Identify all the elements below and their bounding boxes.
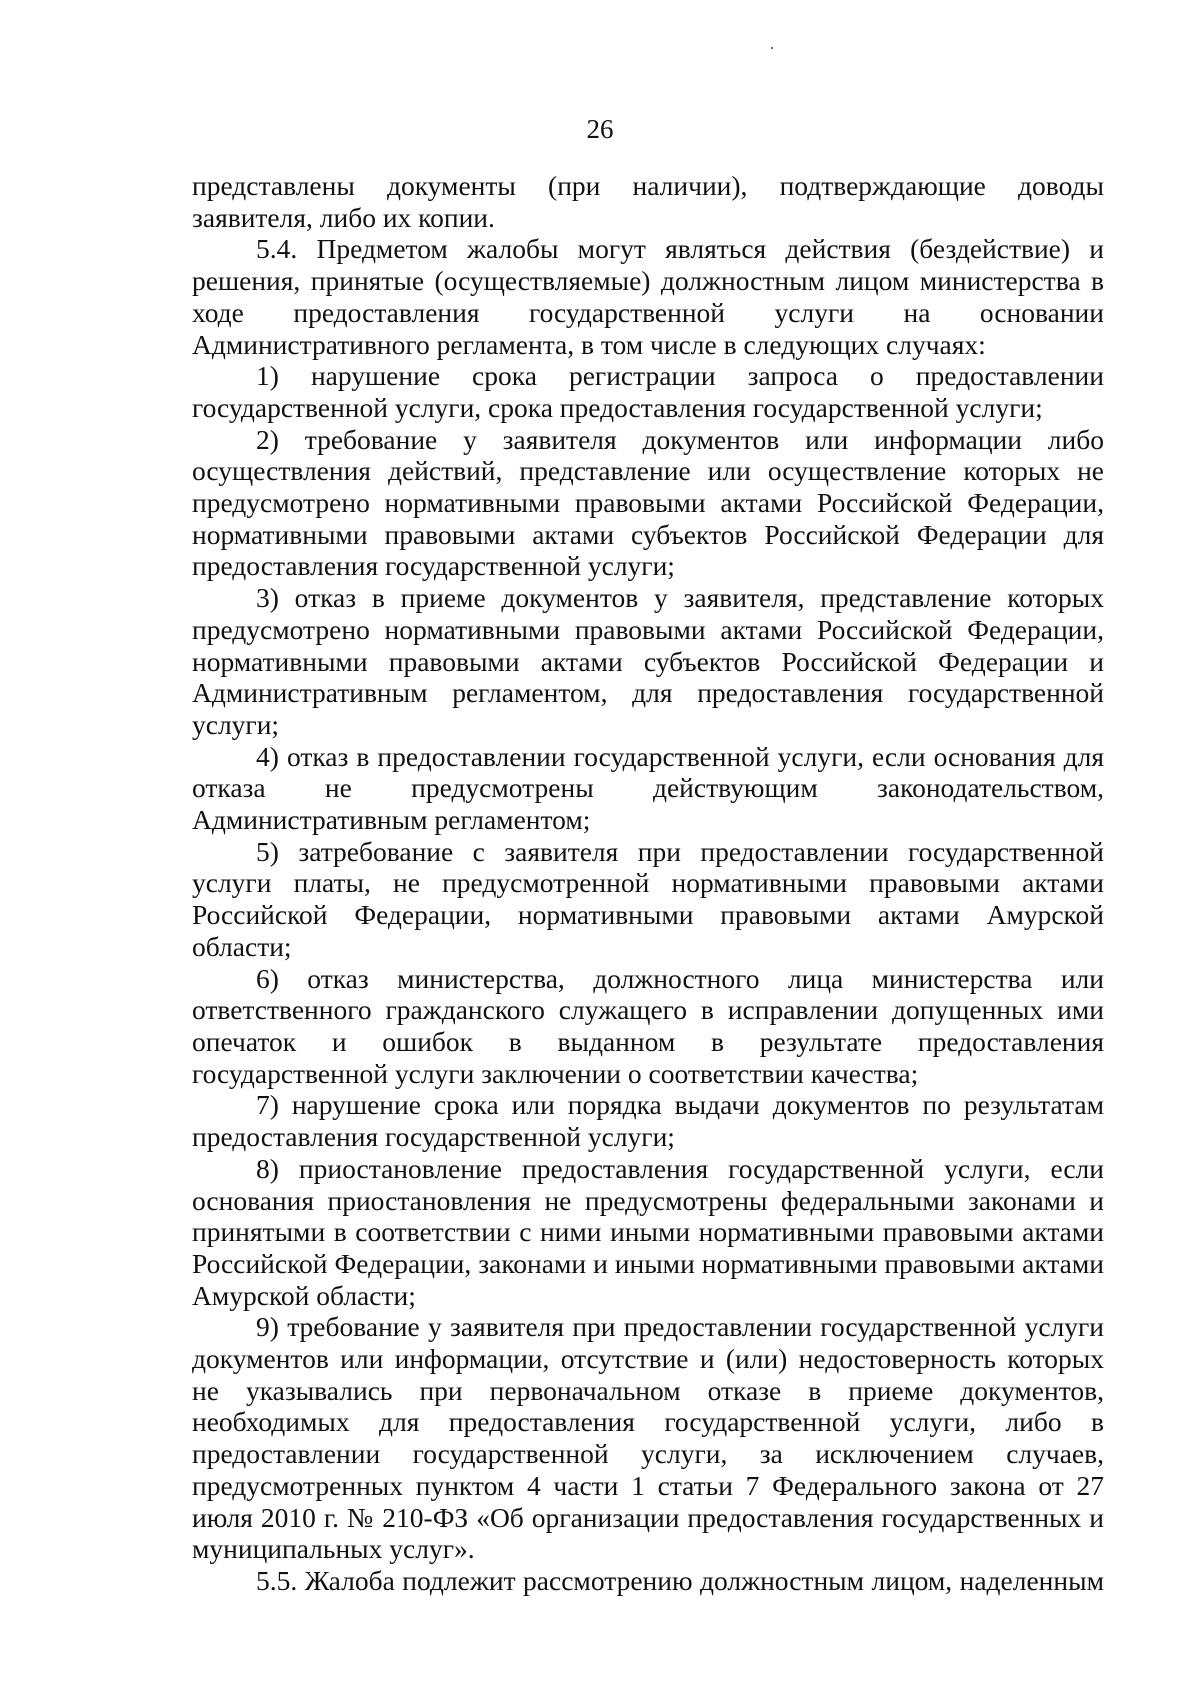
list-item-1: 1) нарушение срока регистрации запроса о предоставлении государственной услуги, срока предоставления государственной услуги; (192, 360, 1104, 423)
list-item-2: 2) требование у заявителя документов или информации либо осуществления действий, представление или осуществление которых не предусмотрено нормативными правовыми актами Российской Федерации, нормативными правовыми актами субъектов Российской Федерации для предоставления государственной услуги; (192, 423, 1104, 582)
paragraph-5-5: 5.5. Жалоба подлежит рассмотрению должностным лицом, наделенным (256, 1564, 1104, 1596)
list-item-3: 3) отказ в приеме документов у заявителя, представление которых предусмотрено нормативными правовыми актами Российской Федерации, нормативными правовыми актами субъектов Российской Федерации и Административным регламентом, для предоставления государственной услуги; (192, 582, 1104, 740)
paragraph-5-4: 5.4. Предметом жалобы могут являться действия (бездействие) и решения, принятые (осуществляемые) должностным лицом министерства в ходе предоставления государственной услуги на основании Административного регламента, в том числе в следующих случаях: (192, 233, 1104, 360)
list-item-6: 6) отказ министерства, должностного лица министерства или ответственного гражданского служащего в исправлении допущенных ими опечаток и ошибок в выданном в результате предоставления государственной услуги заключении о соответствии качества; (192, 962, 1104, 1089)
document-body (192, 170, 1104, 1597)
list-item-7: 7) нарушение срока или порядка выдачи документов по результатам предоставления государственной услуги; (192, 1089, 1104, 1153)
scan-speck (771, 47, 773, 49)
list-item-9: 9) требование у заявителя при предоставлении государственной услуги документов или информации, отсутствие и (или) недостоверность которых не указывались при первоначальном отказе в приеме документов, необходимых для предоставления государственной услуги, либо в предоставлении государственной услуги, за исключением случаев, предусмотренных пунктом 4 части 1 статьи 7 Федерального закона от 27 июля 2010 г. № 210-ФЗ «Об организации предоставления государственных и муниципальных услуг». (192, 1311, 1104, 1565)
list-item-4: 4) отказ в предоставлении государственной услуги, если основания для отказа не предусмотрены действующим законодательством, Административным регламентом; (192, 740, 1104, 836)
paragraph-continuation: представлены документы (при наличии), подтверждающие доводы заявителя, либо их копии. (192, 170, 1104, 233)
list-item-8: 8) приостановление предоставления государственной услуги, если основания приостановления не предусмотрены федеральными законами и принятыми в соответствии с ними иными нормативными правовыми актами Российской Федерации, законами и иными нормативными правовыми актами Амурской области; (192, 1152, 1104, 1311)
list-item-5: 5) затребование с заявителя при предоставлении государственной услуги платы, не предусмотренной нормативными правовыми актами Российской Федерации, нормативными правовыми актами Амурской области; (192, 835, 1104, 962)
page-number: 26 (586, 114, 614, 144)
